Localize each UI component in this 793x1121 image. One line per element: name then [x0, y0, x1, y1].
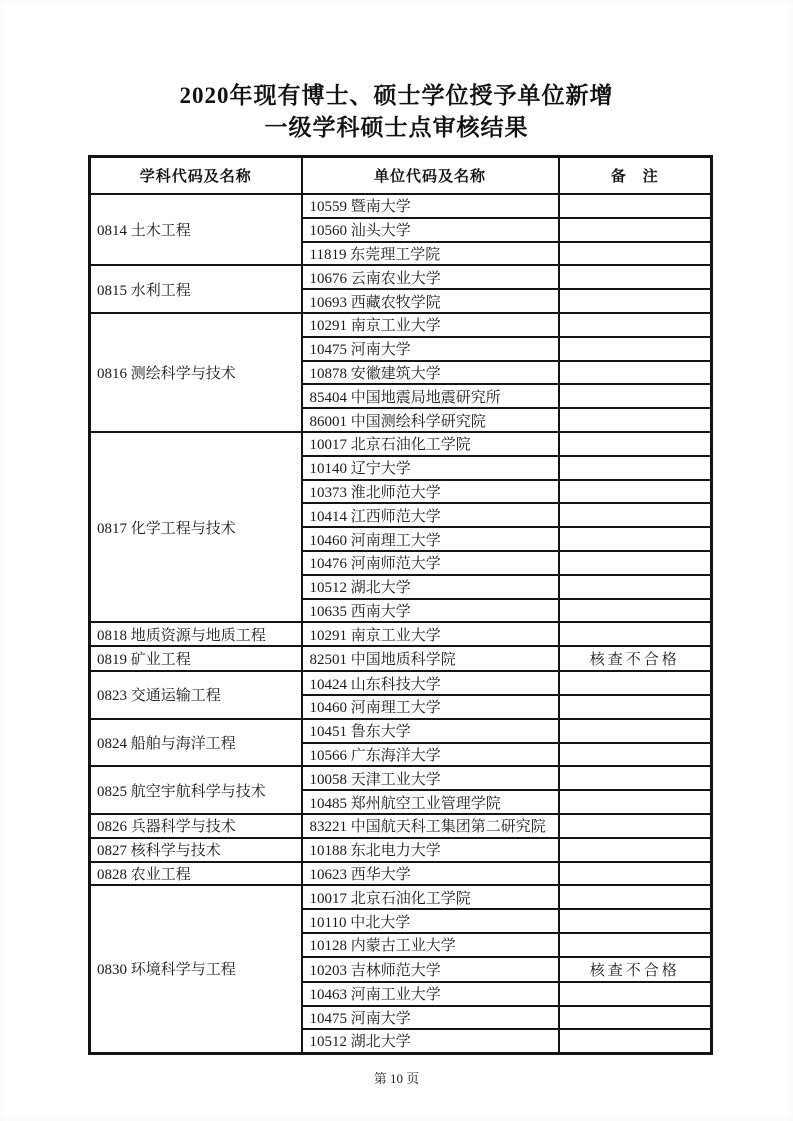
- table-header-row: [90, 157, 712, 195]
- remark-cell: [559, 838, 712, 862]
- table-row: [90, 719, 712, 743]
- unit-cell: 10424 山东科技大学: [302, 671, 559, 695]
- table-row: [90, 671, 712, 695]
- unit-cell: 82501 中国地质科学院: [302, 646, 559, 671]
- remark-cell: [559, 599, 712, 623]
- remark-cell: [559, 671, 712, 695]
- unit-cell: 83221 中国航天科工集团第二研究院: [302, 814, 559, 838]
- remark-cell: 核查不合格: [559, 957, 712, 982]
- remark-cell: [559, 313, 712, 337]
- table-row: [90, 194, 712, 218]
- unit-cell: 10140 辽宁大学: [302, 456, 559, 480]
- remark-cell: [559, 575, 712, 599]
- remark-cell: [559, 218, 712, 242]
- header-remark: 备 注: [559, 157, 712, 195]
- unit-cell: 10559 暨南大学: [302, 194, 559, 218]
- unit-cell: 10635 西南大学: [302, 599, 559, 623]
- unit-cell: 10188 东北电力大学: [302, 838, 559, 862]
- remark-cell: [559, 265, 712, 289]
- unit-cell: 10460 河南理工大学: [302, 695, 559, 719]
- discipline-cell: 0828 农业工程: [90, 862, 302, 886]
- unit-cell: 10512 湖北大学: [302, 575, 559, 599]
- remark-cell: [559, 1006, 712, 1030]
- remark-cell: [559, 909, 712, 933]
- header-discipline-code-name: 学科代码及名称: [90, 157, 302, 195]
- header-unit-code-name: 单位代码及名称: [302, 157, 559, 195]
- unit-cell: 10476 河南师范大学: [302, 551, 559, 575]
- discipline-cell: 0823 交通运输工程: [90, 671, 302, 719]
- discipline-cell: 0818 地质资源与地质工程: [90, 622, 302, 646]
- unit-cell: 10203 吉林师范大学: [302, 957, 559, 982]
- results-table: [88, 155, 713, 1055]
- page-number: 第 10 页: [373, 1071, 420, 1086]
- discipline-cell: 0830 环境科学与工程: [90, 885, 302, 1053]
- remark-cell: [559, 289, 712, 313]
- unit-cell: 10414 江西师范大学: [302, 503, 559, 527]
- remark-cell: [559, 384, 712, 408]
- unit-cell: 10058 天津工业大学: [302, 766, 559, 790]
- remark-cell: [559, 361, 712, 385]
- remark-cell: [559, 933, 712, 957]
- remark-cell: [559, 432, 712, 456]
- table-row: [90, 862, 712, 886]
- unit-cell: 10291 南京工业大学: [302, 313, 559, 337]
- table-row: [90, 838, 712, 862]
- table-row: [90, 622, 712, 646]
- remark-cell: [559, 480, 712, 504]
- remark-cell: [559, 408, 712, 432]
- unit-cell: 10475 河南大学: [302, 1006, 559, 1030]
- unit-cell: 10373 淮北师范大学: [302, 480, 559, 504]
- remark-cell: [559, 527, 712, 551]
- table-row: [90, 766, 712, 790]
- unit-cell: 10485 郑州航空工业管理学院: [302, 790, 559, 814]
- unit-cell: 10623 西华大学: [302, 862, 559, 886]
- discipline-cell: 0825 航空宇航科学与技术: [90, 766, 302, 814]
- unit-cell: 10460 河南理工大学: [302, 527, 559, 551]
- remark-cell: [559, 194, 712, 218]
- unit-cell: 10512 湖北大学: [302, 1029, 559, 1053]
- discipline-cell: 0815 水利工程: [90, 265, 302, 313]
- remark-cell: 核查不合格: [559, 646, 712, 671]
- remark-cell: [559, 503, 712, 527]
- unit-cell: 10878 安徽建筑大学: [302, 361, 559, 385]
- unit-cell: 10560 汕头大学: [302, 218, 559, 242]
- remark-cell: [559, 551, 712, 575]
- remark-cell: [559, 1029, 712, 1053]
- remark-cell: [559, 456, 712, 480]
- remark-cell: [559, 814, 712, 838]
- table-row: [90, 885, 712, 909]
- remark-cell: [559, 766, 712, 790]
- page-title-line2: 一级学科硕士点审核结果: [264, 115, 529, 140]
- unit-cell: 10676 云南农业大学: [302, 265, 559, 289]
- unit-cell: 10475 河南大学: [302, 337, 559, 361]
- table-row: [90, 646, 712, 671]
- discipline-cell: 0817 化学工程与技术: [90, 432, 302, 622]
- discipline-cell: 0824 船舶与海洋工程: [90, 719, 302, 767]
- table-row: [90, 432, 712, 456]
- unit-cell: 86001 中国测绘科学研究院: [302, 408, 559, 432]
- remark-cell: [559, 790, 712, 814]
- table-row: [90, 313, 712, 337]
- unit-cell: 10291 南京工业大学: [302, 622, 559, 646]
- remark-cell: [559, 862, 712, 886]
- table-row: [90, 265, 712, 289]
- unit-cell: 10017 北京石油化工学院: [302, 432, 559, 456]
- remark-cell: [559, 337, 712, 361]
- remark-cell: [559, 622, 712, 646]
- unit-cell: 10463 河南工业大学: [302, 982, 559, 1006]
- results-table-body: [90, 194, 712, 1053]
- discipline-cell: 0816 测绘科学与技术: [90, 313, 302, 432]
- remark-cell: [559, 885, 712, 909]
- unit-cell: 10566 广东海洋大学: [302, 743, 559, 767]
- discipline-cell: 0826 兵器科学与技术: [90, 814, 302, 838]
- page-title: [0, 80, 793, 144]
- remark-cell: [559, 242, 712, 266]
- discipline-cell: 0819 矿业工程: [90, 646, 302, 671]
- page-title-line1: 2020年现有博士、硕士学位授予单位新增: [179, 83, 614, 108]
- discipline-cell: 0827 核科学与技术: [90, 838, 302, 862]
- unit-cell: 85404 中国地震局地震研究所: [302, 384, 559, 408]
- remark-cell: [559, 695, 712, 719]
- table-row: [90, 814, 712, 838]
- unit-cell: 10017 北京石油化工学院: [302, 885, 559, 909]
- discipline-cell: 0814 土木工程: [90, 194, 302, 265]
- remark-cell: [559, 719, 712, 743]
- remark-cell: [559, 982, 712, 1006]
- unit-cell: 10110 中北大学: [302, 909, 559, 933]
- unit-cell: 10128 内蒙古工业大学: [302, 933, 559, 957]
- unit-cell: 11819 东莞理工学院: [302, 242, 559, 266]
- unit-cell: 10693 西藏农牧学院: [302, 289, 559, 313]
- remark-cell: [559, 743, 712, 767]
- unit-cell: 10451 鲁东大学: [302, 719, 559, 743]
